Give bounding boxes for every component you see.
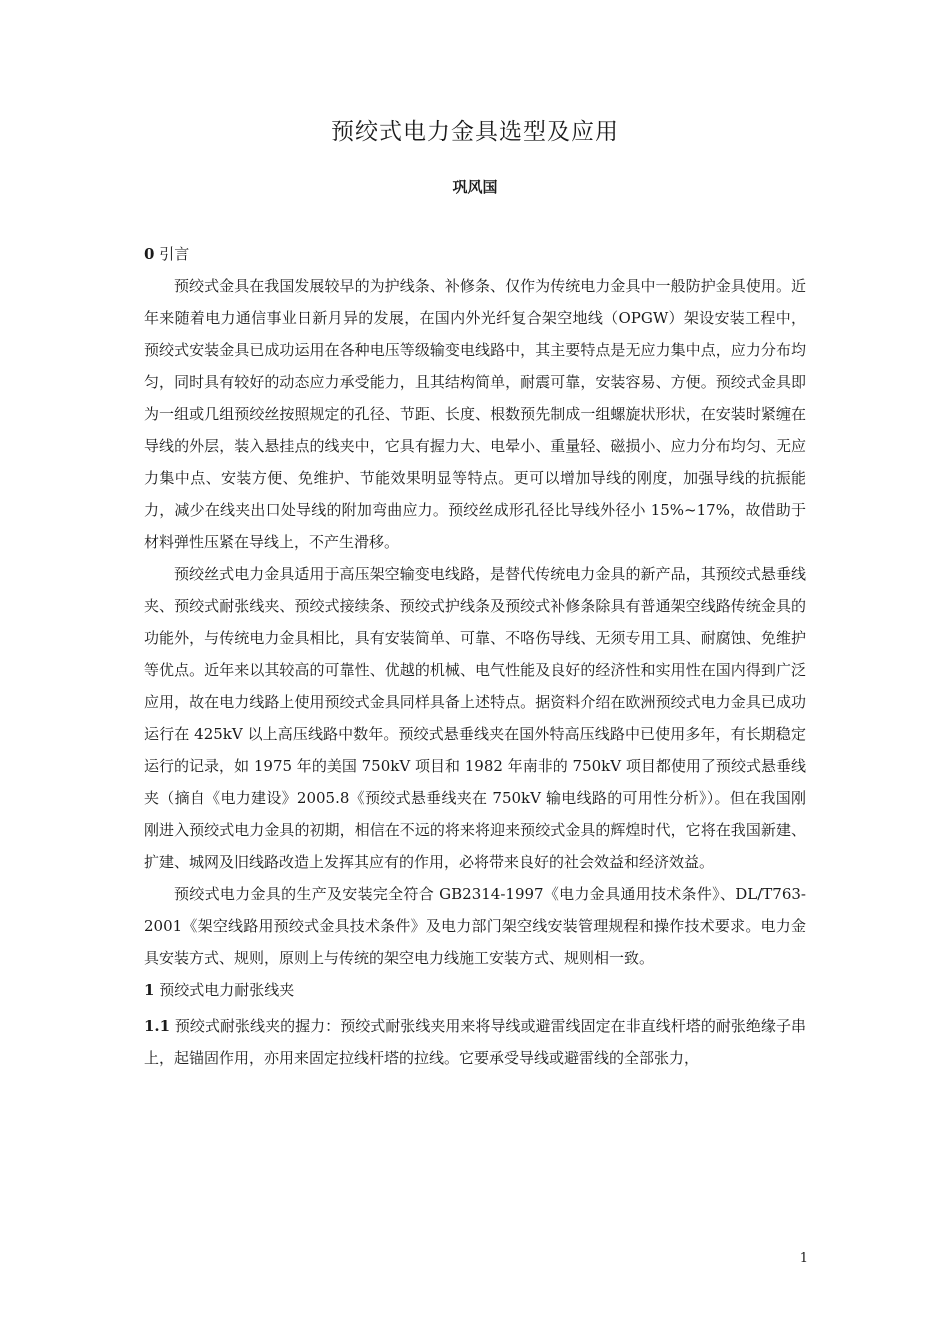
section-heading-intro: [144, 238, 806, 270]
subsection-text: 预绞式耐张线夹的握力：预绞式耐张线夹用来将导线或避雷线固定在非直线杆塔的耐张绝缘子串上，起锚固作用，亦用来固定拉线杆塔的拉线。它要承受导线或避雷线的全部张力，: [144, 1017, 806, 1067]
subsection-number: 1.1: [144, 1017, 171, 1035]
paragraph: 预绞丝式电力金具适用于高压架空输变电线路，是替代传统电力金具的新产品，其预绞式悬垂线夹、预绞式耐张线夹、预绞式接续条、预绞式护线条及预绞式补修条除具有普通架空线路传统金具的功能外，与传统电力金具相比，具有安装简单、可靠、不咯伤导线、无须专用工具、耐腐蚀、免维护等优点。近年来以其较高的可靠性、优越的机械、电气性能及良好的经济性和实用性在国内得到广泛应用，故在电力线路上使用预绞式金具同样具备上述特点。据资料介绍在欧洲预绞式电力金具已成功运行在 425kV 以上高压线路中数年。预绞式悬垂线夹在国外特高压线路中已使用多年，有长期稳定运行的记录，如 1975 年的美国 750kV 项目和 1982 年南非的 750kV 项目都使用了预绞式悬垂线夹（摘自《电力建设》2005.8《预绞式悬垂线夹在 750kV 输电线路的可用性分析》）。但在我国刚刚进入预绞式电力金具的初期，相信在不远的将来将迎来预绞式金具的辉煌时代，它将在我国新建、扩建、城网及旧线路改造上发挥其应有的作用，必将带来良好的社会效益和经济效益。: [144, 565, 806, 871]
paragraph: 预绞式电力金具的生产及安装完全符合 GB2314-1997《电力金具通用技术条件》、DL/T763-2001《架空线路用预绞式金具技术条件》及电力部门架空线安装管理规程和操作技术要求。电力金具安装方式、规则，原则上与传统的架空电力线施工安装方式、规则相一致。: [144, 885, 806, 967]
section-heading-1: [144, 974, 806, 1006]
subsection-paragraph-1-1: [144, 1010, 806, 1074]
page-number: 1: [799, 1251, 808, 1266]
section-title: 引言: [159, 245, 190, 263]
section-title: 预绞式电力耐张线夹: [159, 981, 295, 999]
document-author: 巩风国: [452, 178, 498, 196]
section-number: 1: [144, 981, 155, 999]
paragraph: 预绞式金具在我国发展较早的为护线条、补修条、仅作为传统电力金具中一般防护金具使用。近年来随着电力通信事业日新月异的发展，在国内外光纤复合架空地线（OPGW）架设安装工程中，预绞式安装金具已成功运用在各种电压等级输变电线路中，其主要特点是无应力集中点，应力分布均匀，同时具有较好的动态应力承受能力，且其结构简单，耐震可靠，安装容易、方便。预绞式金具即为一组或几组预绞丝按照规定的孔径、节距、长度、根数预先制成一组螺旋状形状，在安装时紧缠在导线的外层，装入悬挂点的线夹中，它具有握力大、电晕小、重量轻、磁损小、应力分布均匀、无应力集中点、安装方便、免维护、节能效果明显等特点。更可以增加导线的刚度，加强导线的抗振能力，减少在线夹出口处导线的附加弯曲应力。预绞丝成形孔径比导线外径小 15%~17%，故借助于材料弹性压紧在导线上，不产生滑移。: [144, 277, 806, 551]
document-body: [144, 238, 806, 1074]
document-title: 预绞式电力金具选型及应用: [331, 119, 619, 145]
section-number: 0: [144, 245, 155, 263]
